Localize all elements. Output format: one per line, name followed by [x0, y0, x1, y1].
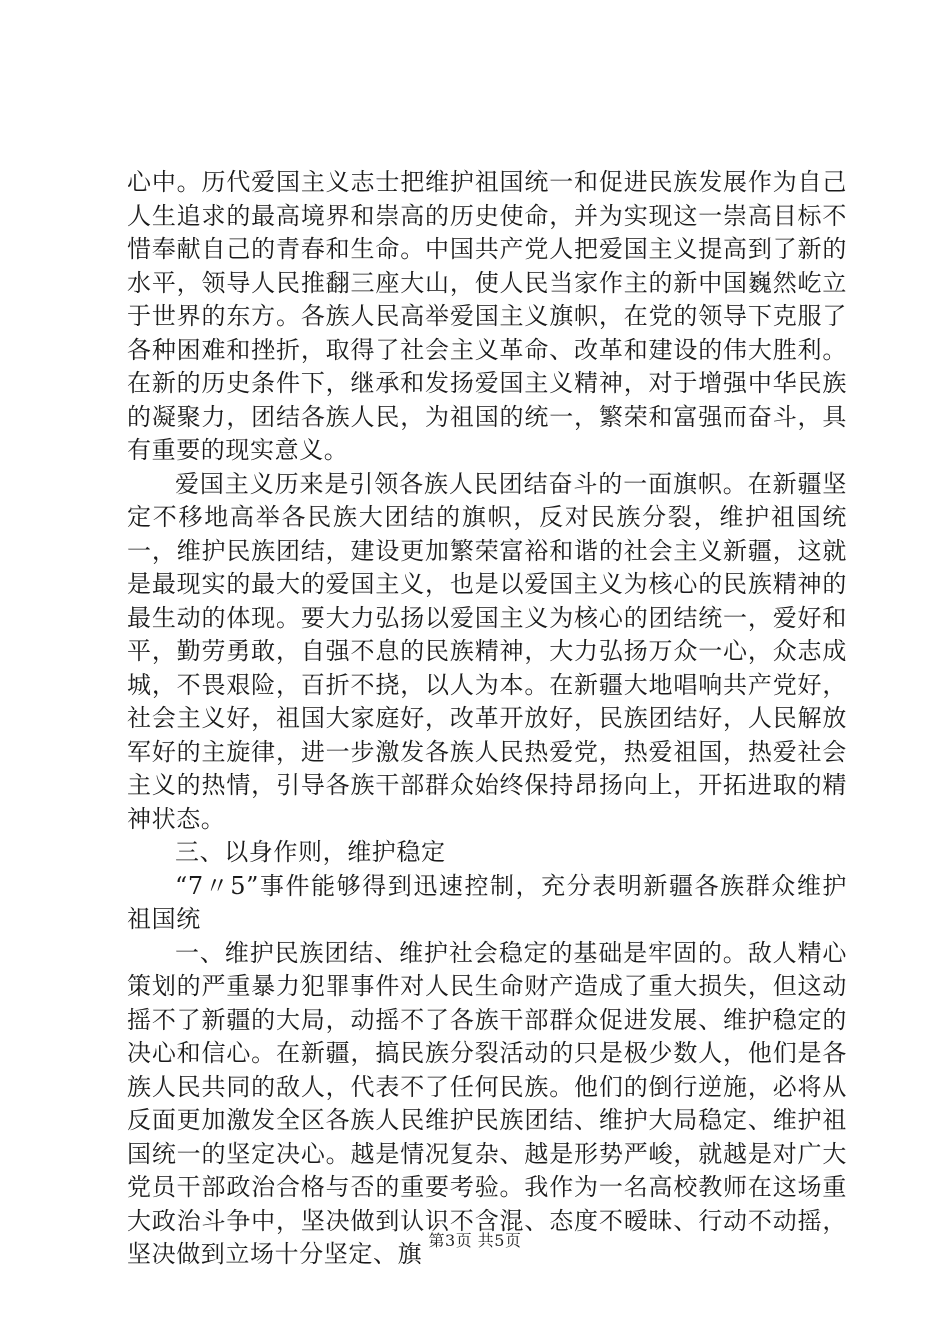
- section-heading: 三、以身作则，维护稳定: [175, 838, 446, 866]
- paragraph-2: 爱国主义历来是引领各族人民团结奋斗的一面旗帜。在新疆坚定不移地高举各民族大团结的旗帜，反对民族分裂，维护祖国统一，维护民族团结，建设更加繁荣富裕和谐的社会主义新疆，这就是最现实的最大的爱国主义，也是以爱国主义为核心的民族精神的最生动的体现。要大力弘扬以爱国主义为核心的团结统一，爱好和平，勤劳勇敢，自强不息的民族精神，大力弘扬万众一心，众志成城，不畏艰险，百折不挠，以人为本。在新疆大地唱响共产党好，社会主义好，祖国大家庭好，改革开放好，民族团结好，人民解放军好的主旋律，进一步激发各族人民热爱党，热爱祖国，热爱社会主义的热情，引导各族干部群众始终保持昂扬向上，开拓进取的精神状态。: [127, 469, 847, 833]
- document-body: [127, 166, 847, 1272]
- paragraph-4: 一、维护民族团结、维护社会稳定的基础是牢固的。敌人精心策划的严重暴力犯罪事件对人民生命财产造成了重大损失，但这动摇不了新疆的大局，动摇不了各族干部群众促进发展、维护稳定的决心和信心。在新疆，搞民族分裂活动的只是极少数人，他们是各族人民共同的敌人，代表不了任何民族。他们的倒行逆施，必将从反面更加激发全区各族人民维护民族团结、维护大局稳定、维护祖国统一的坚定决心。越是情况复杂、越是形势严峻，就越是对广大党员干部政治合格与否的重要考验。我作为一名高校教师在这场重大政治斗争中，坚决做到认识不含混、态度不暧昧、行动不动摇，坚决做到立场十分坚定、旗: [127, 938, 847, 1268]
- paragraph-1: 心中。历代爱国主义志士把维护祖国统一和促进民族发展作为自己人生追求的最高境界和崇高的历史使命，并为实现这一崇高目标不惜奉献自己的青春和生命。中国共产党人把爱国主义提高到了新的水平，领导人民推翻三座大山，使人民当家作主的新中国巍然屹立于世界的东方。各族人民高举爱国主义旗帜，在党的领导下克服了各种困难和挫折，取得了社会主义革命、改革和建设的伟大胜利。在新的历史条件下，继承和发扬爱国主义精神，对于增强中华民族的凝聚力，团结各族人民，为祖国的统一，繁荣和富强而奋斗，具有重要的现实意义。: [127, 168, 847, 464]
- page-footer: 第3页 共5页: [428, 1231, 522, 1250]
- paragraph-3: “7〃5”事件能够得到迅速控制，充分表明新疆各族群众维护祖国统: [127, 871, 847, 933]
